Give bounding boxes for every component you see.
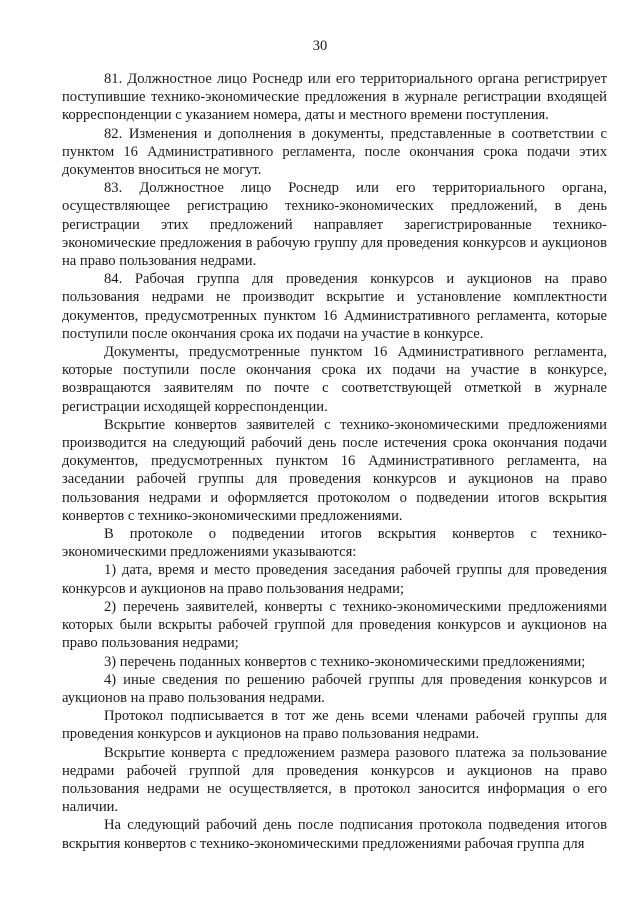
body-text	[62, 70, 607, 853]
paragraph-next-working-day: На следующий рабочий день после подписания протокола подведения итогов вскрытия конвертов с технико-экономическими предложениями рабочая группа для	[62, 817, 607, 852]
paragraph-83: 83. Должностное лицо Роснедр или его территориального органа, осуществляющее регистрацию технико-экономических предложений, в день регистрации этих предложений направляет зарегистрированные технико-экономические предложения в рабочую группу для проведения конкурсов и аукционов на право пользования недрами.	[62, 180, 607, 270]
list-item-4: 4) иные сведения по решению рабочей группы для проведения конкурсов и аукционов на право пользования недрами.	[62, 671, 607, 706]
paragraph-protocol-contents: В протоколе о подведении итогов вскрытия конвертов с технико-экономическими предложениями указываются:	[62, 526, 607, 561]
page-number: 30	[312, 38, 328, 54]
paragraph-84: 84. Рабочая группа для проведения конкурсов и аукционов на право пользования недрами не производит вскрытие и установление комплектности документов, предусмотренных пунктом 16 Административного регламента, которые поступили после окончания срока их подачи на участие в конкурсе.	[62, 271, 607, 342]
paragraph-81: 81. Должностное лицо Роснедр или его территориального органа регистрирует поступившие технико-экономические предложения в журнале регистрации входящей корреспонденции с указанием номера, даты и местного времени поступления.	[62, 71, 607, 124]
paragraph-payment-envelope: Вскрытие конверта с предложением размера разового платежа за пользование недрами рабочей группой для проведения конкурсов и аукционов на право пользования недрами не осуществляется, в протокол заносится информация о его наличии.	[62, 744, 607, 816]
list-item-1: 1) дата, время и место проведения заседания рабочей группы для проведения конкурсов и аукционов на право пользования недрами;	[62, 562, 607, 597]
paragraph-returned-documents: Документы, предусмотренные пунктом 16 Административного регламента, которые поступили после окончания срока их подачи на участие в конкурсе, возвращаются заявителям по почте с соответствующей отметкой в журнале регистрации исходящей корреспонденции.	[62, 344, 607, 415]
paragraph-envelope-opening: Вскрытие конвертов заявителей с технико-экономическими предложениями производится на следующий рабочий день после истечения срока окончания подачи документов, предусмотренных пунктом 16 Административного регламента, на заседании рабочей группы для проведения конкурсов и аукционов на право пользования недрами и оформляется протоколом о подведении итогов вскрытия конвертов с технико-экономическими предложениями.	[62, 416, 607, 524]
paragraph-82: 82. Изменения и дополнения в документы, представленные в соответствии с пунктом 16 Административного регламента, после окончания срока подачи этих документов вноситься не могут.	[62, 125, 607, 179]
list-item-2: 2) перечень заявителей, конверты с технико-экономическими предложениями которых были вскрыты рабочей группой для проведения конкурсов и аукционов на право пользования недрами;	[62, 598, 607, 652]
paragraph-protocol-signing: Протокол подписывается в тот же день всеми членами рабочей группы для проведения конкурсов и аукционов на право пользования недрами.	[62, 708, 607, 743]
list-item-3: 3) перечень поданных конвертов с технико-экономическими предложениями;	[104, 653, 586, 670]
